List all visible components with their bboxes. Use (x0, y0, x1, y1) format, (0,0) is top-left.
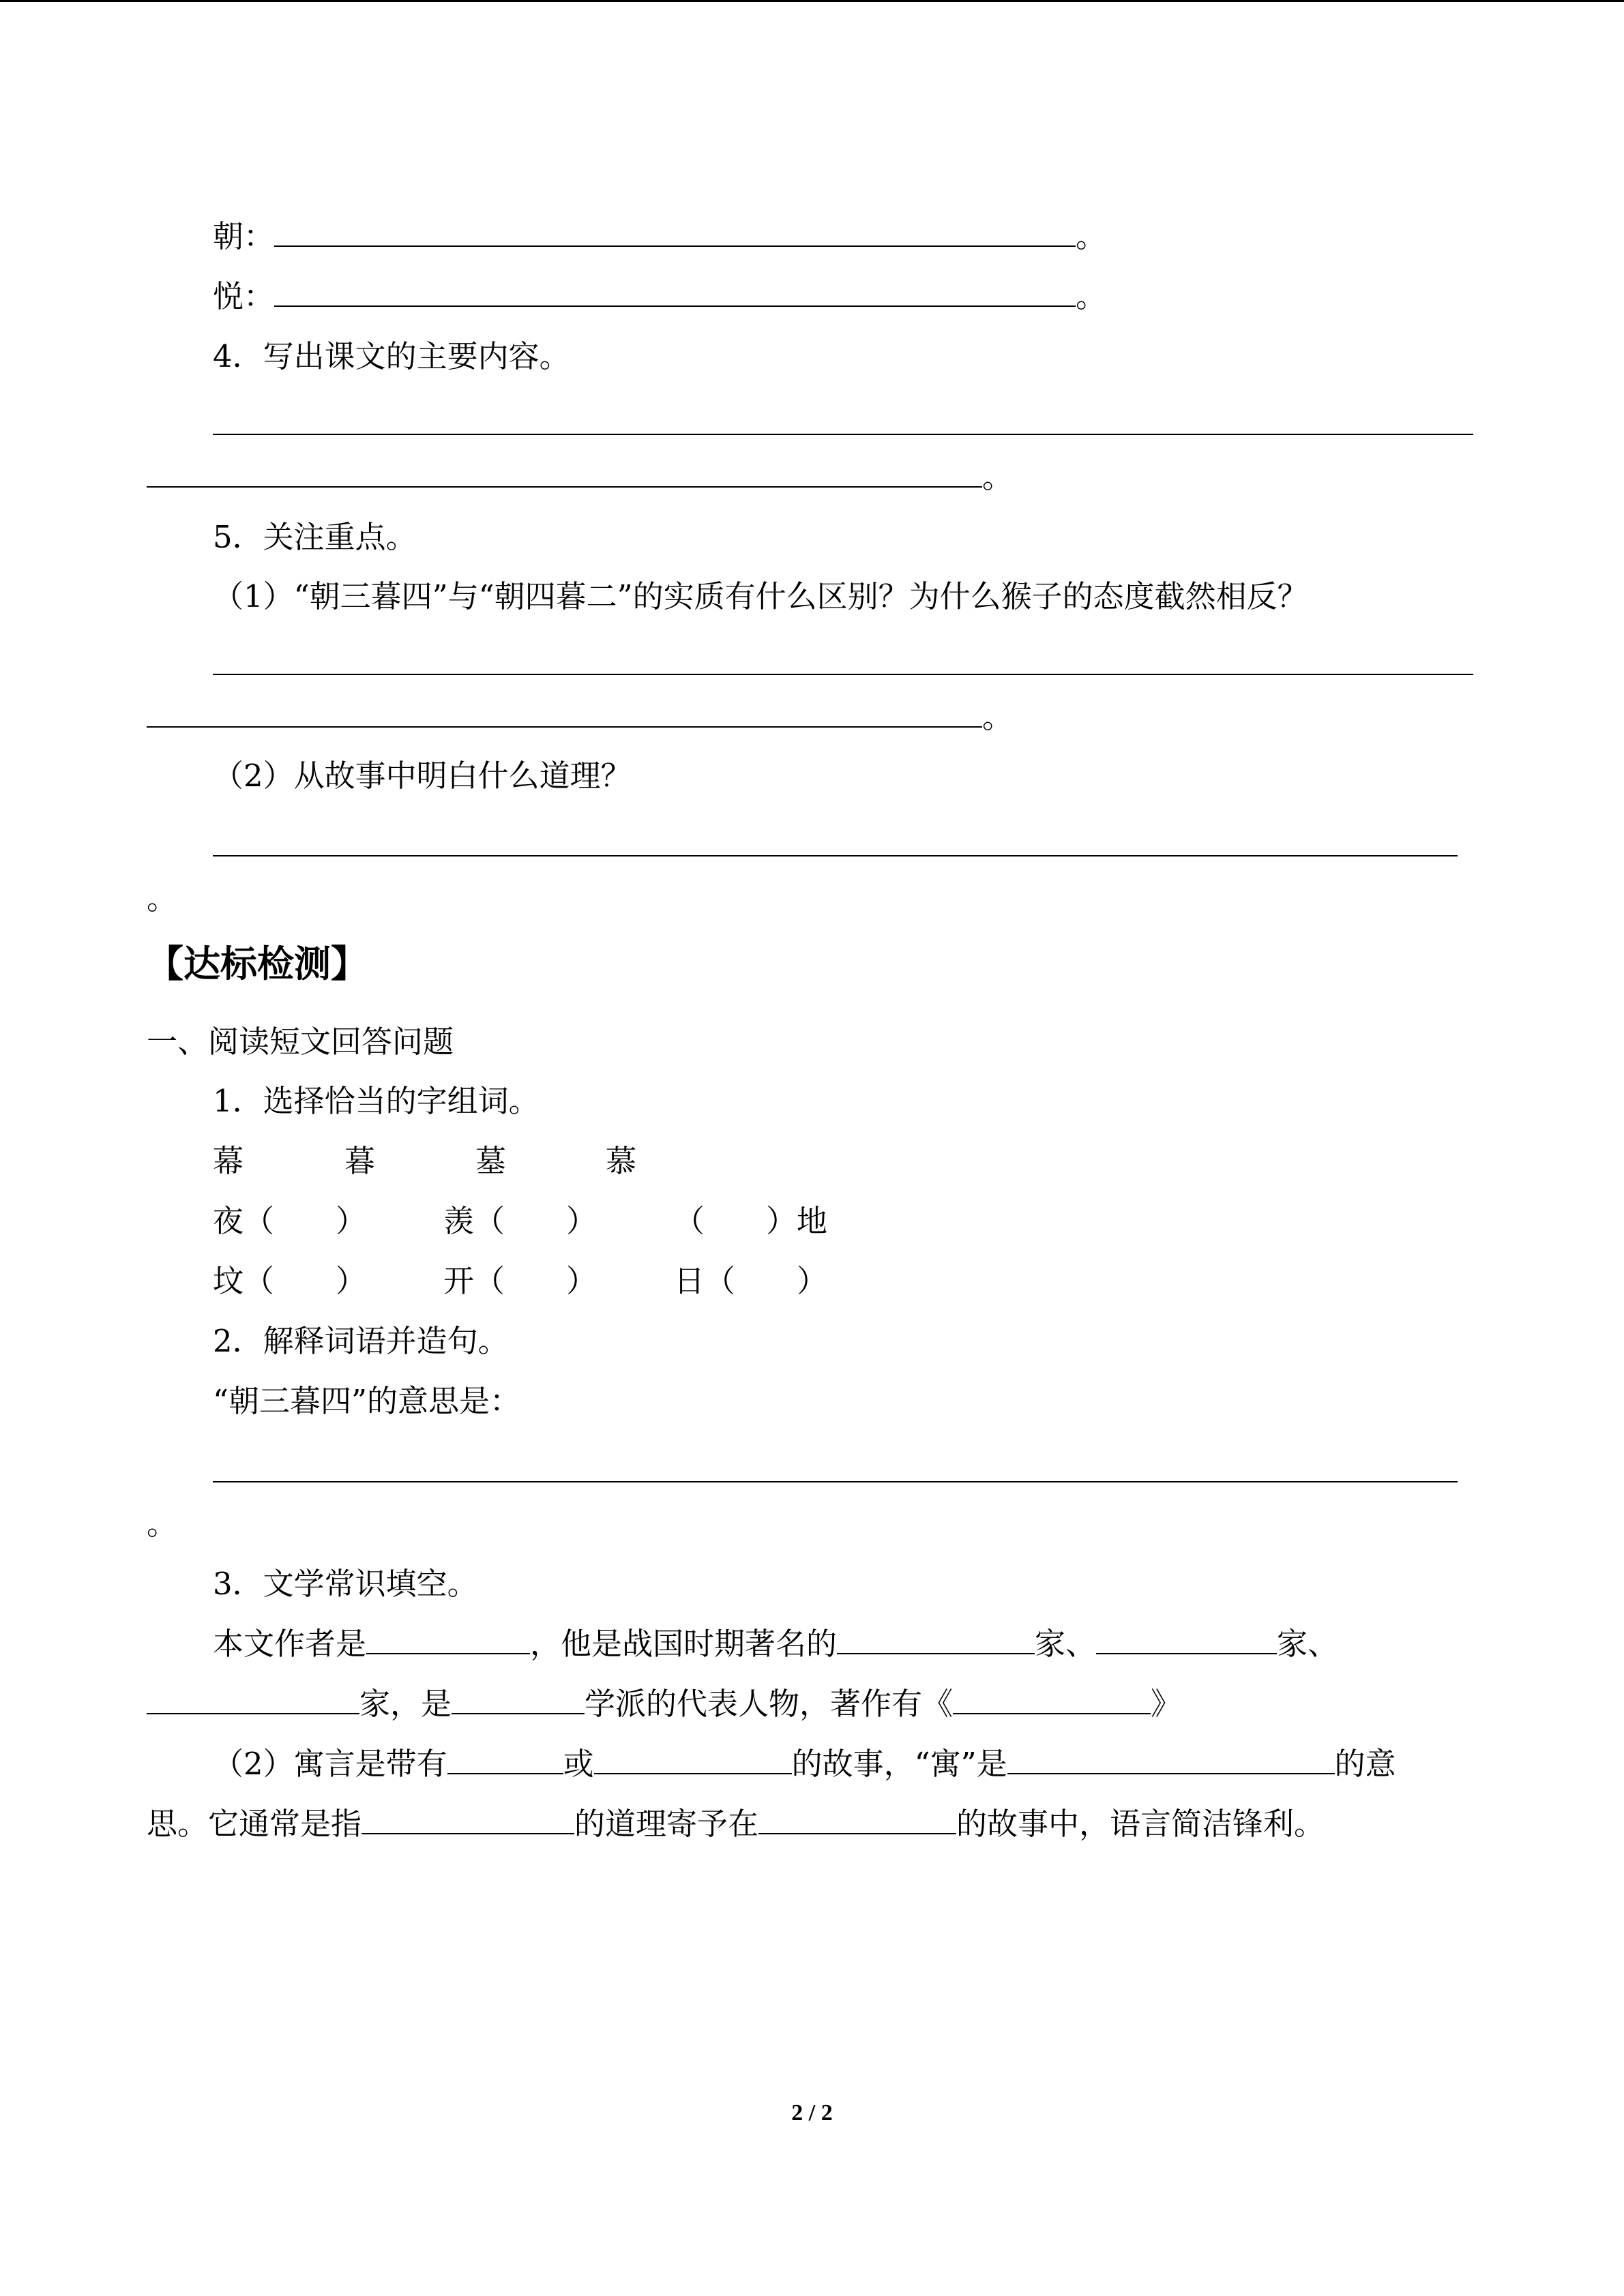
word-blank[interactable]: 夜（ ） (213, 1203, 367, 1239)
vocab-yue-line (213, 273, 1106, 320)
q5-sub1-answer-blank[interactable] (147, 696, 982, 728)
question-5-sub2: （2）从故事中明白什么道理？ (213, 758, 632, 794)
blank-identity-1[interactable] (837, 1623, 1035, 1654)
blank-work[interactable] (953, 1683, 1151, 1714)
question-4: 4．写出课文的主要内容。 (213, 338, 570, 374)
word-blank[interactable]: （ ）地 (674, 1203, 828, 1239)
text: 的道理寄予在 (574, 1806, 759, 1842)
blank-fable-1[interactable] (447, 1743, 563, 1774)
text: 的故事，“寓”是 (791, 1746, 1007, 1782)
period: 。 (982, 699, 1014, 735)
q2-answer-line[interactable] (213, 1481, 1458, 1482)
top-border (0, 0, 1624, 2)
text: 学派的代表人物，著作有《 (585, 1686, 954, 1722)
blank-identity-3[interactable] (147, 1683, 359, 1714)
text: 或 (563, 1746, 594, 1782)
word-blank[interactable]: 坟（ ） (213, 1263, 367, 1299)
page-number: 2 / 2 (791, 2100, 833, 2126)
text: （2）寓言是带有 (213, 1746, 447, 1782)
q3-line-2 (147, 1680, 1181, 1728)
vocab-yue-blank[interactable] (274, 275, 1076, 307)
vocab-zhao-label: 朝： (213, 218, 275, 254)
text: 思。它通常是指 (147, 1806, 362, 1842)
period: 。 (1076, 278, 1107, 314)
question-5: 5．关注重点。 (213, 519, 417, 555)
text: 的意 (1334, 1746, 1396, 1782)
blank-school[interactable] (452, 1683, 585, 1714)
text: 家、 (1035, 1626, 1097, 1662)
vocab-yue-label: 悦： (213, 278, 275, 314)
text: 的故事中，语言简洁锋利。 (956, 1806, 1325, 1842)
text: ，他是战国时期著名的 (530, 1626, 838, 1662)
check-question-3: 3．文学常识填空。 (213, 1566, 478, 1602)
blank-author[interactable] (366, 1623, 530, 1654)
text: 家，是 (359, 1686, 452, 1722)
text: 家、 (1277, 1626, 1339, 1662)
blank-yu-meaning[interactable] (1007, 1743, 1335, 1774)
q5-sub1-answer-line-1[interactable] (213, 674, 1473, 675)
word-blank[interactable]: 日（ ） (674, 1263, 828, 1299)
period: 。 (1076, 218, 1107, 254)
text: 本文作者是 (213, 1626, 367, 1662)
blank-story[interactable] (758, 1803, 956, 1834)
part-1-title: 一、阅读短文回答问题 (147, 1024, 454, 1060)
q2-period: 。 (147, 1506, 178, 1542)
char-option: 墓 (475, 1143, 507, 1179)
word-blank[interactable]: 羡（ ） (443, 1203, 597, 1239)
vocab-zhao-line (213, 213, 1106, 260)
check-question-2-prompt: “朝三暮四”的意思是： (213, 1383, 521, 1419)
section-title: 【达标检测】 (147, 942, 368, 985)
q4-answer-line-2 (147, 453, 1013, 501)
text: 》 (1151, 1686, 1182, 1722)
char-option: 暮 (344, 1143, 376, 1179)
q3-line-1 (213, 1620, 1338, 1668)
q3-line-4 (147, 1800, 1325, 1848)
blank-identity-2[interactable] (1096, 1623, 1277, 1654)
q4-answer-blank[interactable] (147, 456, 982, 488)
period: 。 (982, 459, 1014, 495)
question-5-sub1: （1）“朝三暮四”与“朝四暮二”的实质有什么区别？为什么猴子的态度截然相反？ (213, 578, 1308, 614)
q4-answer-line-1[interactable] (213, 434, 1473, 435)
q5-sub1-answer-line-2 (147, 694, 1013, 741)
char-option: 慕 (606, 1143, 637, 1179)
vocab-zhao-blank[interactable] (274, 215, 1076, 247)
blank-reason[interactable] (361, 1803, 574, 1834)
word-blank[interactable]: 开（ ） (443, 1263, 597, 1299)
q5-sub2-period: 。 (147, 880, 178, 916)
check-question-2: 2．解释词语并造句。 (213, 1323, 509, 1359)
q3-line-3 (213, 1740, 1396, 1788)
check-question-1: 1．选择恰当的字组词。 (213, 1083, 540, 1119)
blank-fable-2[interactable] (594, 1743, 792, 1774)
char-option: 幕 (213, 1143, 244, 1179)
q5-sub2-answer-line[interactable] (213, 855, 1458, 856)
